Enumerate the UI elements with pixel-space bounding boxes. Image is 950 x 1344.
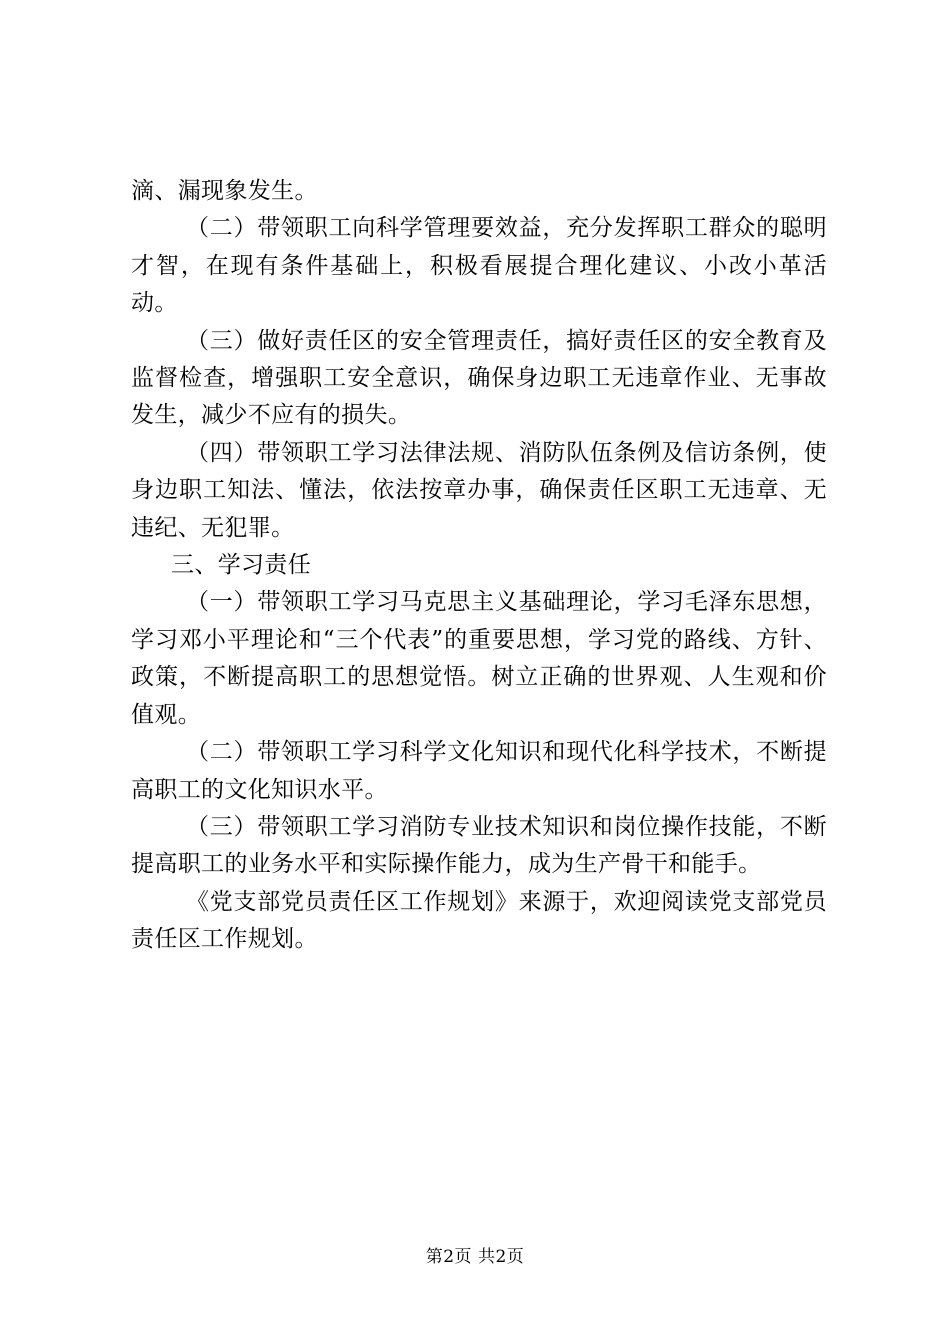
paragraph-continuation: 滴、漏现象发生。: [131, 178, 318, 204]
paragraph-management-benefit: （二）带领职工向科学管理要效益，充分发挥职工群众的聪明才智，在现有条件基础上，积极看展提合理化建议、小改小革活动。: [131, 215, 827, 317]
paragraph-legal-study: （四）带领职工学习法律法规、消防队伍条例及信访条例，使身边职工知法、懂法，依法按章办事，确保责任区职工无违章、无违纪、无犯罪。: [131, 439, 827, 541]
paragraph-fire-skills: （三）带领职工学习消防专业技术知识和岗位操作技能，不断提高职工的业务水平和实际操作能力，成为生产骨干和能手。: [131, 813, 827, 878]
page-number-footer: 第2页 共2页: [425, 1247, 525, 1267]
paragraph-source-note: 《党支部党员责任区工作规划》来源于，欢迎阅读党支部党员责任区工作规划。: [131, 888, 827, 953]
paragraph-safety-responsibility: （三）做好责任区的安全管理责任，搞好责任区的安全教育及监督检查，增强职工安全意识，确保身边职工无违章作业、无事故发生，减少不应有的损失。: [131, 327, 827, 429]
paragraph-theory-study: （一）带领职工学习马克思主义基础理论，学习毛泽东思想，学习邓小平理论和“三个代表”的重要思想，学习党的路线、方针、政策，不断提高职工的思想觉悟。树立正确的世界观、人生观和价值观。: [131, 589, 827, 728]
paragraph-science-culture: （二）带领职工学习科学文化知识和现代化科学技术，不断提高职工的文化知识水平。: [131, 739, 827, 803]
document-body: [131, 173, 827, 959]
section-heading-study-responsibility: 三、学习责任: [171, 552, 312, 579]
